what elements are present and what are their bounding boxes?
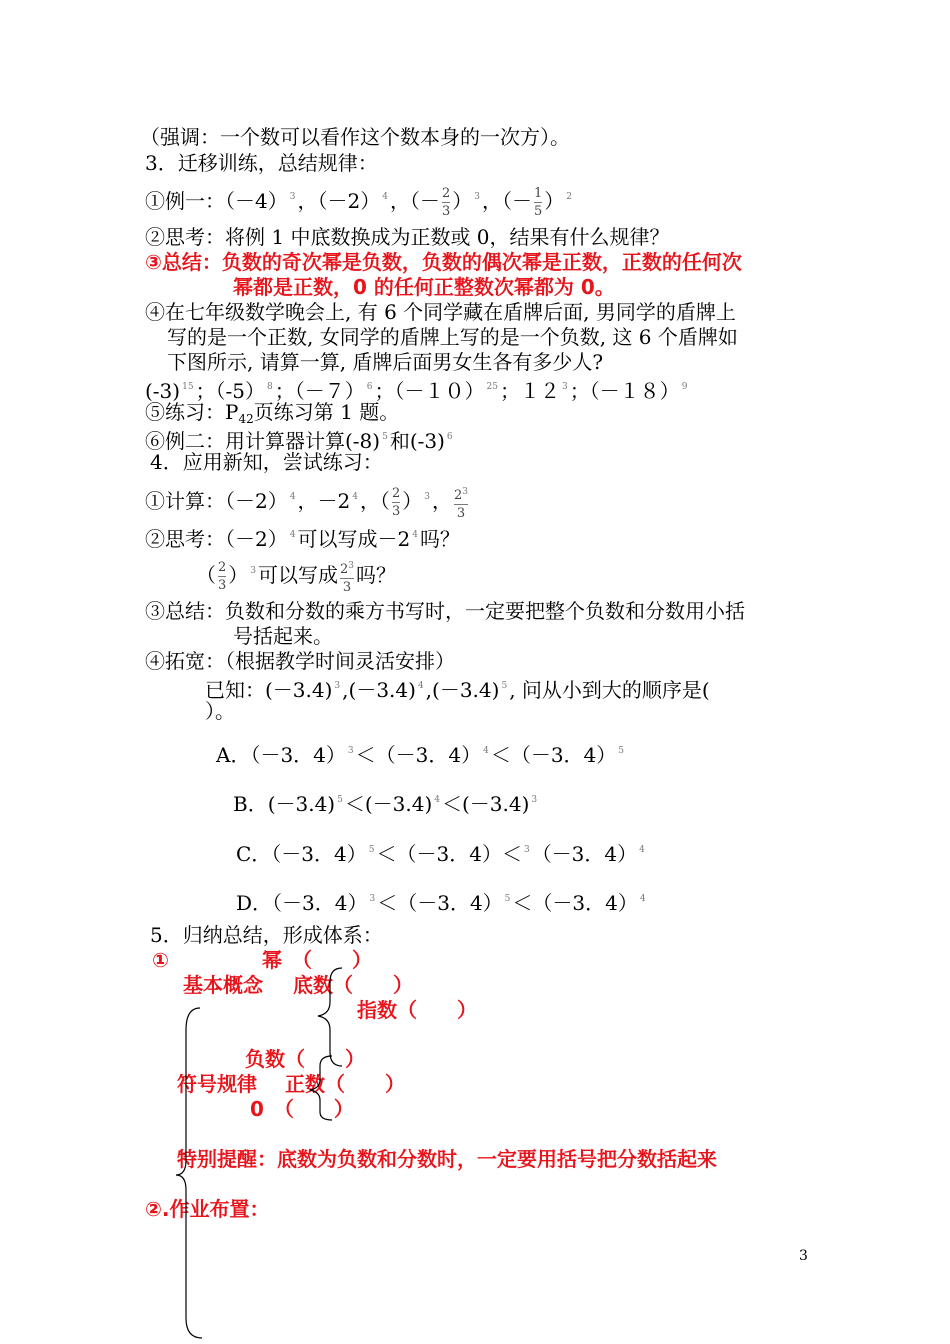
think-2-line: ②思考：（－2） $^4$ 可以写成－2 $^4$ 吗？ bbox=[145, 527, 460, 551]
option-c: C．（－3．4） $^5$ ＜（－3．4）＜ $^3$ （－3．4） $^4$ bbox=[236, 842, 645, 866]
compute-line: ①计算：（－2） $^4$ ，－2 $^4$ ，（ $\frac{2}{3}$ ） $^3$ ， $\frac{2^3}{3}$ bbox=[145, 486, 468, 521]
summary-rule-line-2: 幂都是正数，0 的任何正整数次幂都为 0。 bbox=[233, 275, 615, 299]
practice-line: ⑤练习：$P_{42}$页练习第 1 题。 bbox=[145, 400, 400, 426]
section-5-heading: 5．归纳总结，形成体系： bbox=[150, 923, 383, 947]
brace-large bbox=[176, 1008, 202, 1338]
known-line: 已知：(－3.4) $^3$ ,(－3.4) $^4$ ,(－3.4) $^5$ , 问从小到大的顺序是( bbox=[205, 678, 710, 702]
summary-rule-line-1: ③总结：负数的奇次幂是负数，负数的偶次幂是正数，正数的任何次 bbox=[145, 250, 742, 274]
option-d: D．（－3．4） $^3$ ＜（－3．4） $^5$ ＜（－3．4） $^4$ bbox=[236, 891, 646, 915]
fraction: $\frac{2^3}{3}$ bbox=[340, 560, 355, 595]
fraction: $\frac{1}{5}$ bbox=[533, 186, 543, 219]
shield-problem-line-2: 写的是一个正数, 女同学的盾牌上写的是一个负数, 这 6 个盾牌如 bbox=[167, 325, 738, 349]
section-3-heading: 3．迁移训练，总结规律： bbox=[145, 151, 378, 175]
summary-2-line-2: 号括起来。 bbox=[233, 624, 333, 648]
page-number: 3 bbox=[799, 1248, 808, 1264]
option-b: B．(－3.4) $^5$ ＜(－3.4) $^4$ ＜(－3.4) $^3$ bbox=[233, 792, 538, 816]
summary-2-line-1: ③总结：负数和分数的乘方书写时，一定要把整个负数和分数用小括 bbox=[145, 599, 745, 623]
emphasis-note: （强调：一个数可以看作这个数本身的一次方）。 bbox=[140, 125, 570, 149]
outline-zero: 0 （ ） bbox=[250, 1097, 354, 1121]
outline-negative: 负数（ ） bbox=[245, 1047, 365, 1071]
special-reminder: 特别提醒：底数为负数和分数时，一定要用括号把分数括起来 bbox=[177, 1147, 717, 1171]
outline-positive: 正数（ ） bbox=[285, 1072, 405, 1096]
example-2-line: ⑥例二：用计算器计算(-8) $^5$ 和(-3) $^6$ bbox=[145, 429, 453, 453]
shield-problem-line-3: 下图所示, 请算一算, 盾牌后面男女生各有多少人? bbox=[167, 350, 604, 374]
extension-line: ④拓宽：（根据教学时间灵活安排） bbox=[145, 649, 455, 673]
fraction: $\frac{2}{3}$ bbox=[441, 186, 451, 219]
option-a: A．（－3．4） $^3$ ＜（－3．4） $^4$ ＜（－3．4） $^5$ bbox=[216, 743, 625, 767]
known-line-end: ）。 bbox=[205, 699, 235, 723]
outline-basic-concept: 基本概念 bbox=[183, 973, 263, 997]
brace-concept bbox=[318, 968, 342, 1066]
think-line: ②思考：将例 1 中底数换成为正数或 0，结果有什么规律？ bbox=[145, 225, 670, 249]
outline-exponent: 指数（ ） bbox=[357, 998, 477, 1022]
example-1-line: ①例一：（－4） $^3$ ，（－2） $^4$ ，（－ $\frac{2}{3}$ ） $^3$ ，（－ $\frac{1}{5}$ ） $^2$ bbox=[145, 186, 572, 219]
shield-values-line: (-3) $^{15}$ ；（-5） $^8$ ；（－７） $^6$ ；（－１０） $^{25}$ ；１２ $^3$ ；（－１８） $^9$ bbox=[145, 379, 688, 403]
think-3-line: （ $\frac{2}{3}$ ） $^3$ 可以写成 $\frac{2^3}{3}$ 吗？ bbox=[196, 560, 397, 595]
shield-problem-line-1: ④在七年级数学晚会上, 有 6 个同学藏在盾牌后面, 男同学的盾牌上 bbox=[145, 300, 736, 324]
outline-circle-1: ① bbox=[152, 948, 169, 972]
fraction: $\frac{2^3}{3}$ bbox=[453, 486, 468, 521]
homework-heading: ②.作业布置： bbox=[145, 1197, 270, 1221]
section-4-heading: 4．应用新知，尝试练习： bbox=[150, 450, 383, 474]
brace-sign bbox=[310, 1056, 332, 1120]
outline-sign-rule: 符号规律 bbox=[177, 1072, 257, 1096]
outline-base: 底数（ ） bbox=[293, 973, 413, 997]
fraction: $\frac{2}{3}$ bbox=[391, 486, 401, 519]
outline-power: 幂 （ ） bbox=[262, 948, 372, 972]
fraction: $\frac{2}{3}$ bbox=[218, 560, 227, 593]
